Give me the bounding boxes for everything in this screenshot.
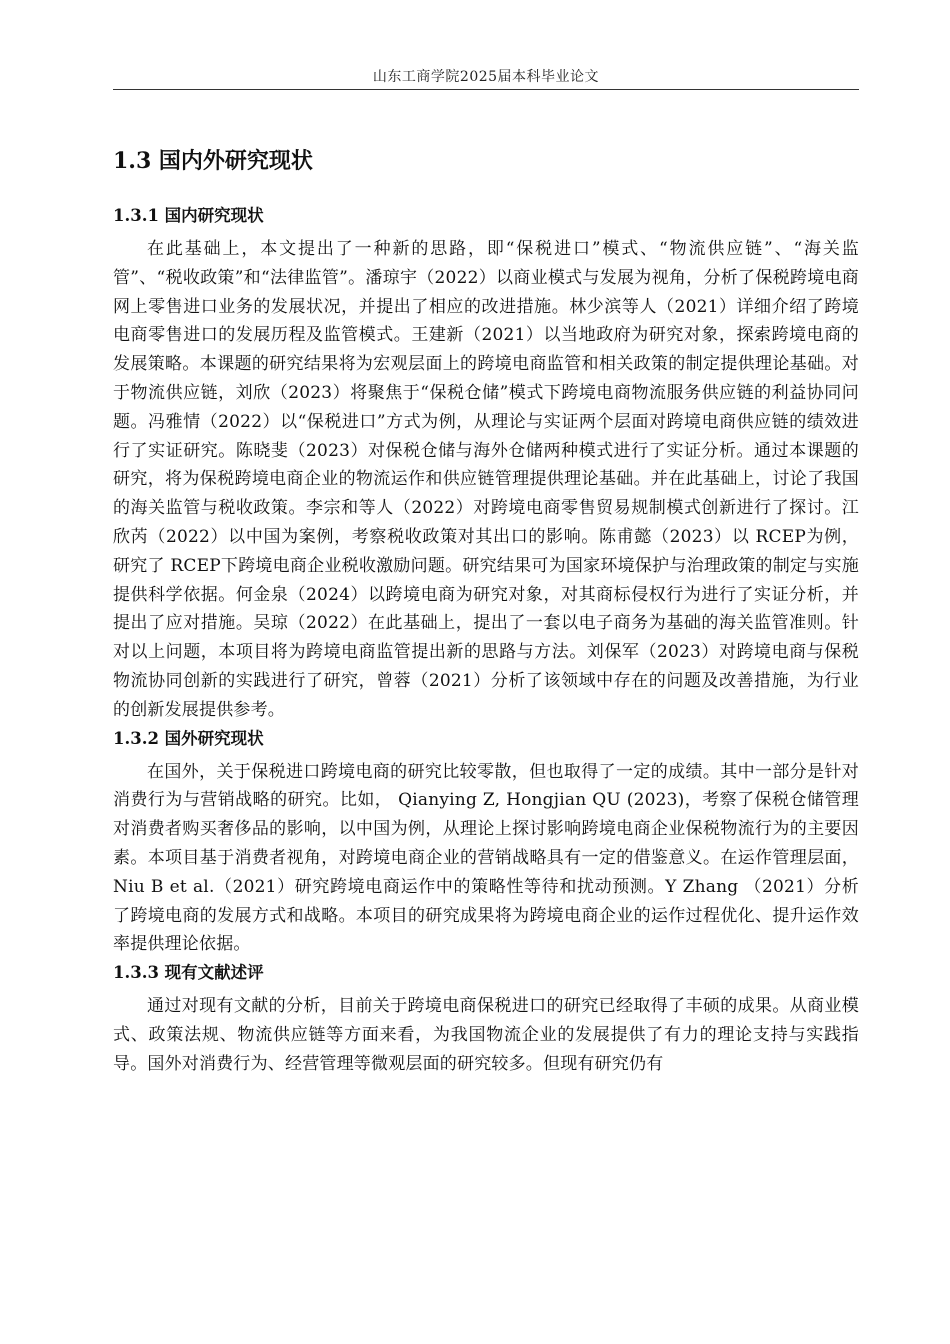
paragraph-review: 通过对现有文献的分析，目前关于跨境电商保税进口的研究已经取得了丰硕的成果。从商业模式、政策法规、物流供应链等方面来看，为我国物流企业的发展提供了有力的理论支持与实践指导。国外对消费行为、经营管理等微观层面的研究较多。但现有研究仍有 (113, 996, 859, 1074)
subsection-title-foreign: 1.3.2 国外研究现状 (113, 728, 264, 748)
paragraph-foreign: 在国外，关于保税进口跨境电商的研究比较零散，但也取得了一定的成绩。其中一部分是针对消费行为与营销战略的研究。比如， Qianying Z, Hongjian QU (2023)，考察了保税仓储管理对消费者购买奢侈品的影响，以中国为例，从理论上探讨影响跨境电商企业保税物流行为的主要因素。本项目基于消费者视角，对跨境电商企业的营销战略具有一定的借鉴意义。在运作管理层面， Niu B et al.（2021）研究跨境电商运作中的策略性等待和扰动预测。Y Zhang （2021）分析了跨境电商的发展方式和战略。本项目的研究成果将为跨境电商企业的运作过程优化、提升运作效率提供理论依据。 (113, 761, 859, 955)
subsection-title-domestic: 1.3.1 国内研究现状 (113, 206, 264, 225)
header-rule (113, 89, 859, 90)
section-title: 1.3 国内外研究现状 (113, 148, 313, 174)
running-header: 山东工商学院2025届本科毕业论文 (372, 69, 600, 85)
subsection-title-review: 1.3.3 现有文献述评 (113, 963, 264, 983)
paragraph-domestic: 在此基础上，本文提出了一种新的思路，即“保税进口”模式、“物流供应链”、“海关监管”、“税收政策”和“法律监管”。潘琼宇（2022）以商业模式与发展为视角，分析了保税跨境电商网上零售进口业务的发展状况，并提出了相应的改进措施。林少滨等人（2021）详细介绍了跨境电商零售进口的发展历程及监管模式。王建新（2021）以当地政府为研究对象，探索跨境电商的发展策略。本课题的研究结果将为宏观层面上的跨境电商监管和相关政策的制定提供理论基础。对于物流供应链，刘欣（2023）将聚焦于“保税仓储”模式下跨境电商物流服务供应链的利益协同问题。冯雅情（2022）以“保税进口”方式为例，从理论与实证两个层面对跨境电商供应链的绩效进行了实证研究。陈晓斐（2023）对保税仓储与海外仓储两种模式进行了实证分析。通过本课题的研究，将为保税跨境电商企业的物流运作和供应链管理提供理论基础。并在此基础上，讨论了我国的海关监管与税收政策。李宗和等人（2022）对跨境电商零售贸易规制模式创新进行了探讨。江欣芮（2022）以中国为案例，考察税收政策对其出口的影响。陈甫懿（2023）以 RCEP为例，研究了 RCEP下跨境电商企业税收激励问题。研究结果可为国家环境保护与治理政策的制定与实施提供科学依据。何金泉（2024）以跨境电商为研究对象，对其商标侵权行为进行了实证分析，并提出了应对措施。吴琼（2022）在此基础上，提出了一套以电子商务为基础的海关监管准则。针对以上问题，本项目将为跨境电商监管提出新的思路与方法。刘保军（2023）对跨境电商与保税物流协同创新的实践进行了研究，曾蓉（2021）分析了该领域中存在的问题及改善措施，为行业的创新发展提供参考。 (113, 239, 859, 720)
body-content (113, 144, 859, 1079)
